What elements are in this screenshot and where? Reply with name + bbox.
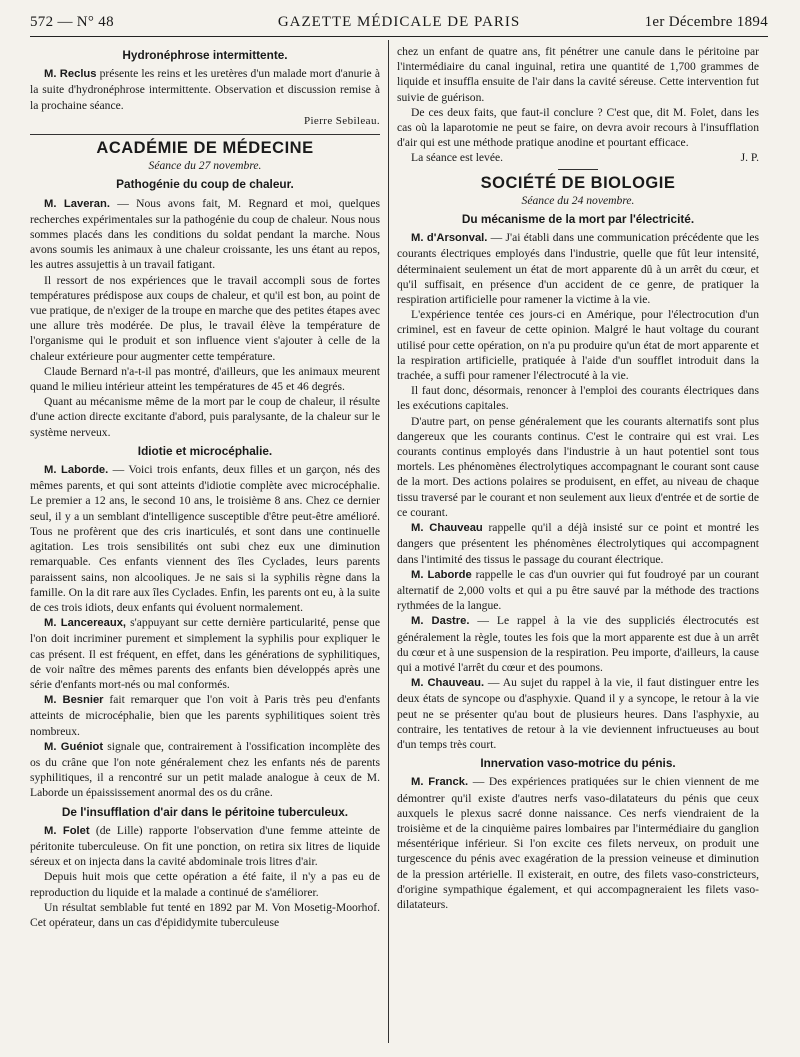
section-rule (30, 134, 380, 135)
speaker-name: M. Lancereaux, (44, 617, 127, 630)
paragraph: L'expérience tentée ces jours-ci en Amérique, pour l'électrocution d'un criminel, est en faveur de cette opinion. Malgré le haut voltage du courant utilisé pour cette opération, on n'a pu produire qu'un état de mort apparente et la respiration artificielle, pratiquée à l'aide d'un soufflet introduit dans la trachée, a suffi pour ramener l'électrocuté à la vie. (397, 308, 759, 383)
paragraph: Il faut donc, désormais, renoncer à l'emploi des courants électriques dans les exécutions capitales. (397, 384, 759, 413)
section-heading-hydronephrose: Hydronéphrose intermittente. (122, 48, 288, 62)
paragraph-text: La séance est levée. (411, 151, 504, 165)
paragraph: D'autre part, on pense généralement que les courants alternatifs sont plus dangereux que les courants continus. C'est le contraire qui est vrai. Les courants continus employés dans l'industrie à un haut potentiel sont tous mortels. Les phénomènes électrolytiques accompagnant le courant sont cause de la mort. Des actions polaires se produisent, en effet, au niveau de chaque tissu traversé par le courant et non seulement aux lieux d'entrée et de sortie de ce courant. (397, 414, 759, 519)
paragraph (30, 66, 380, 113)
paragraph (397, 150, 759, 165)
section-heading-coup-de-chaleur: Pathogénie du coup de chaleur. (116, 177, 294, 192)
paragraph: De ces deux faits, que faut-il conclure ? C'est que, dit M. Folet, dans les cas où la laparotomie ne peut se faire, on devra avoir recours à l'insufflation d'air qui est une méthode pratique anodine et pourtant efficace. (397, 105, 759, 150)
paragraph (397, 613, 759, 675)
paragraph-text: — Le rappel à la vie des suppliciés électrocutés est généralement la règle, toutes les fois que la mort apparente est due à un arrêt du cœur et à une suspension de la respiration. Peu importe, d'ailleurs, la cause qui a motivé l'arrêt du cœur et des poumons. (397, 614, 759, 674)
page-header (30, 10, 768, 36)
signature: J. P. (740, 151, 759, 165)
speaker-name: M. Chauveau. (411, 677, 485, 690)
right-column (397, 44, 759, 1043)
paragraph-text: — Voici trois enfants, deux filles et un garçon, nés des mêmes parents, et qui sont atteints d'idiotie complète avec microcéphalie. Le premier a 12 ans, le second 10 ans, le troisième 8 ans. Chez ce dernier seul, il y a un semblant d'intelligence susceptible d'être peut-être amélioré. Tous ne profèrent que des cris inarticulés, et sont dans une continuelle agitation. Les trois sensibilités ont subi chez eux une diminution remarquable. Ces enfants viennent des îles Cyclades, leurs parents paraissent sains, non alcooliques. Je ne sais si la syphilis règne dans la famille. On la dit rare aux îles Cyclades. Enfin, les parents ont eu, à la suite de ces trois idiots, deux enfants qui évoluent normalement. (30, 463, 380, 614)
paragraph-text: présente les reins et les uretères d'un malade mort d'anurie à la suite d'hydronéphrose intermittente. Observation et discussion remise à la prochaine séance. (30, 67, 380, 112)
speaker-name: M. Laborde. (44, 464, 109, 477)
speaker-name: M. Besnier (44, 694, 104, 707)
paragraph: Il ressort de nos expériences que le travail accompli sous de fortes températures prédispose aux coups de chaleur, et qu'il est bon, au point de vue pratique, de n'exiger de la troupe en marche que des petites étapes avec une allure très modérée. De plus, le travail élève la température de l'organisme qui le produit et son influence vient s'ajouter à celle de la chaleur extérieure pour augmenter cette température. (30, 273, 380, 363)
paragraph-text: s'appuyant sur cette dernière particularité, pense que l'on doit incriminer purement et simplement la syphilis pour expliquer le cas présent. Il est fréquent, en effet, dans les générations de syphilitiques, de voir naître des mêmes parents des enfants bien développés après une série d'enfants mort-nés ou mal conformés. (30, 616, 380, 691)
paragraph-text: rappelle qu'il a déjà insisté sur ce point et montré les dangers que présentent les phénomènes électrolytiques qui accompagnent dans l'intimité des tissus le passage du courant électrique. (397, 521, 759, 566)
speaker-name: M. Folet (44, 824, 90, 837)
section-heading-idiotie: Idiotie et microcéphalie. (137, 443, 273, 458)
paragraph (30, 196, 380, 273)
page-number: 572 — N° 48 (30, 14, 114, 30)
speaker-name: M. d'Arsonval. (411, 232, 488, 245)
paragraph: Un résultat semblable fut tenté en 1892 par M. Von Mosetig-Moorhof. Cet opérateur, dans un cas d'épididymite tuberculeuse (30, 900, 380, 929)
speaker-name: M. Reclus (44, 68, 97, 81)
paragraph: Quant au mécanisme même de la mort par le coup de chaleur, il résulte d'une action directe excitante d'abord, puis paralysante, de la chaleur sur le système nerveux. (30, 395, 380, 439)
paragraph-text: (de Lille) rapporte l'observation d'une femme atteinte de péritonite tuberculeuse. On fit une ponction, on retira six litres de liquide séreux et on injecta dans la cavité abdominale trois litres d'air. (30, 823, 380, 869)
issue-date: 1er Décembre 1894 (644, 14, 768, 30)
column-divider (388, 40, 389, 1043)
speaker-name: M. Laborde (411, 568, 472, 581)
society-title: ACADÉMIE DE MÉDECINE (96, 139, 314, 158)
speaker-name: M. Franck. (411, 776, 469, 789)
section-heading-innervation: Innervation vaso-motrice du pénis. (480, 756, 676, 771)
paragraph-text: — Nous avons fait, M. Regnard et moi, quelques recherches expérimentales sur la pathogénie du coup de chaleur. Nous nous sommes placés dans les conditions du soldat pendant la marche. Nous avons soumis les animaux à une chaleur croissante, les uns étant au repos, les autres assujettis à un travail fatigant. (30, 196, 380, 272)
paragraph: chez un enfant de quatre ans, fit pénétrer une canule dans le péritoine par l'intermédiaire du canal inguinal, retira une quantité de 1,700 grammes de liquide et insuffla ensuite de l'air dans la cavité séreuse. Cette intervention fut suivie de guérison. (397, 45, 759, 104)
paragraph (30, 692, 380, 739)
paragraph-text: fait remarquer que l'on voit à Paris très peu d'enfants atteints de microcéphalie, bien que les parents syphilitiques soient très nombreux. (30, 693, 380, 738)
speaker-name: M. Dastre. (411, 615, 470, 628)
signature: Pierre Sebileau. (303, 114, 380, 127)
society-title: SOCIÉTÉ DE BIOLOGIE (480, 173, 676, 192)
session-date: Séance du 24 novembre. (521, 193, 635, 207)
session-date: Séance du 27 novembre. (148, 159, 262, 173)
section-rule (558, 169, 598, 170)
section-heading-insufflation: De l'insufflation d'air dans le péritoine tuberculeux. (61, 804, 349, 819)
section-heading-electricite: Du mécanisme de la mort par l'électricité. (461, 212, 695, 227)
publication-title: GAZETTE MÉDICALE DE PARIS (277, 14, 521, 30)
paragraph-text: — Des expériences pratiquées sur le chien viennent de me démontrer qu'il existe d'autres nerfs vaso-dilatateurs du pénis que ceux auxquels le plexus sacré donne naissance. Ces nerfs viendraient de la troisième et de la cinquième paires lombaires par l'intermédiaire du ganglion mésentérique inférieur. Si l'on excite ces filets nerveux, on produit une turgescence du pénis avec exagération de la pression veineuse et diminution de la pression artérielle. Il existerait, en outre, des filets vaso-constricteurs, d'origine sympathique également, et qui accompagneraient les filets vaso-dilatateurs. (397, 775, 759, 911)
paragraph (30, 739, 380, 801)
paragraph (397, 675, 759, 752)
paragraph (397, 774, 759, 912)
left-column (30, 44, 380, 1043)
header-rule (30, 36, 768, 37)
speaker-name: M. Laveran. (44, 197, 110, 210)
speaker-name: M. Chauveau (411, 522, 483, 535)
paragraph-text: — Au sujet du rappel à la vie, il faut distinguer entre les deux états de syncope ou d'asphyxie. Quand il y a syncope, le retour à la vie peut ne se présenter qu'au bout de plusieurs heures. Dans l'asphyxie, au contraire, les tentatives de retour à la vie deviennent infructueuses au bout d'un temps très court. (397, 676, 759, 751)
paragraph-text: signale que, contrairement à l'ossification incomplète des os du crâne que l'on note généralement chez les enfants nés de parents syphilitiques, il a rencontré sur un petit malade analogue à ceux de M. Laborde un épaississement anormal des os du crâne. (30, 739, 380, 800)
paragraph (397, 567, 759, 614)
paragraph-text: rappelle le cas d'un ouvrier qui fut foudroyé par un courant alternatif de 2,000 volts et qui a pu être sauvé par la méthode des tractions rythmées de la langue. (397, 567, 759, 613)
paragraph: Depuis huit mois que cette opération a été faite, il n'y a pas eu de reproduction du liquide et la malade a continué de s'améliorer. (30, 870, 380, 899)
paragraph-text: — J'ai établi dans une communication précédente que les courants électriques employés dans l'industrie, quelle que fût leur intensité, déterminaient seulement un état de mort apparente dû à un arrêt du cœur, et qu'il suffisait, en présence d'un accident de ce genre, de pratiquer la respiration artificielle pour ramener la victime à la vie. (397, 231, 759, 307)
speaker-name: M. Guéniot (44, 740, 104, 753)
paragraph (30, 462, 380, 615)
paragraph (30, 615, 380, 692)
paragraph: Claude Bernard n'a-t-il pas montré, d'ailleurs, que les animaux meurent quand le milieu intérieur atteint les températures de 45 et 46 degrés. (30, 364, 380, 394)
paragraph (397, 520, 759, 567)
paragraph (397, 230, 759, 307)
paragraph (30, 823, 380, 870)
